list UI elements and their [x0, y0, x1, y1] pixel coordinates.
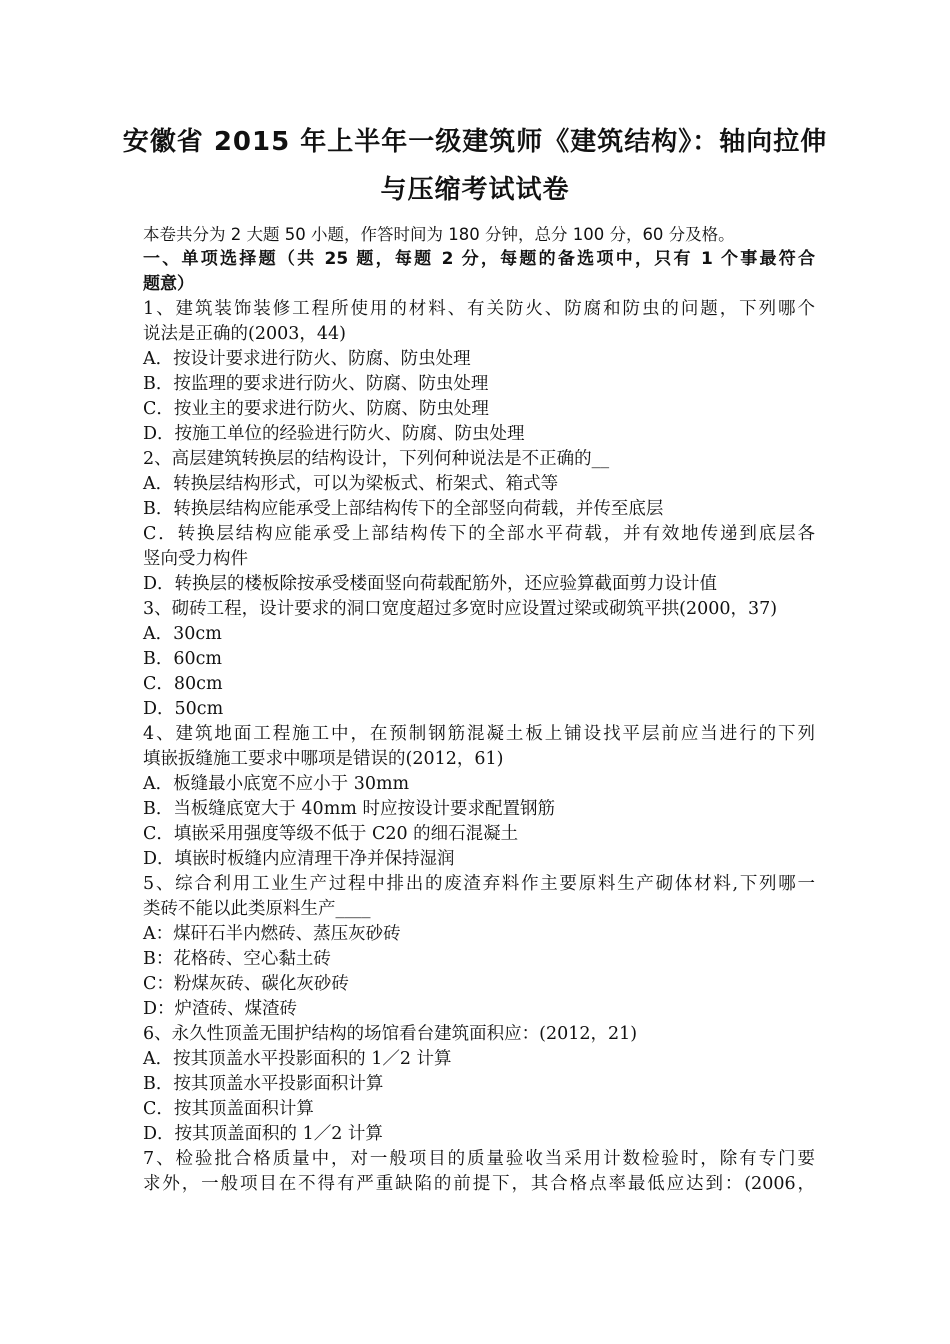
question-7	[143, 1147, 815, 1197]
question-stem: 6、永久性顶盖无围护结构的场馆看台建筑面积应：(2012，21)	[143, 1024, 638, 1044]
answer-option-b: B．60cm	[143, 649, 223, 669]
question-stem: 7、检验批合格质量中，对一般项目的质量验收当采用计数检验时，除有专门要	[143, 1149, 815, 1169]
question-stem: 说法是正确的(2003，44)	[143, 324, 346, 344]
document-title-line-1: 安徽省 2015 年上半年一级建筑师《建筑结构》：轴向拉伸	[122, 127, 828, 157]
section-heading-line-1: 一、单项选择题（共 25 题，每题 2 分，每题的备选项中，只有 1 个事最符合	[143, 249, 815, 269]
question-stem: 填嵌扳缝施工要求中哪项是错误的(2012，61)	[143, 749, 504, 769]
question-2	[143, 447, 815, 597]
answer-option-c: C．80cm	[143, 674, 223, 694]
answer-option-b: B．按监理的要求进行防火、防腐、防虫处理	[143, 374, 489, 394]
document-title-line-2: 与压缩考试试卷	[380, 175, 570, 205]
answer-option-a: A．按设计要求进行防火、防腐、防虫处理	[143, 349, 471, 369]
question-stem: 求外，一般项目在不得有严重缺陷的前提下，其合格点率最低应达到：(2006，	[143, 1174, 815, 1194]
question-stem: 1、建筑装饰装修工程所使用的材料、有关防火、防腐和防虫的问题，下列哪个	[143, 299, 815, 319]
answer-option-c: C．按其顶盖面积计算	[143, 1099, 314, 1119]
question-3	[143, 597, 815, 722]
answer-option-d: D：炉渣砖、煤渣砖	[143, 999, 298, 1019]
answer-option-a: A．板缝最小底宽不应小于 30mm	[143, 774, 410, 794]
document-body	[143, 222, 815, 1197]
question-1	[143, 297, 815, 447]
question-stem: 4、建筑地面工程施工中，在预制钢筋混凝土板上铺设找平层前应当进行的下列	[143, 724, 815, 744]
answer-option-c: C．转换层结构应能承受上部结构传下的全部水平荷载，并有效地传递到底层各	[143, 524, 815, 544]
exam-intro: 本卷共分为 2 大题 50 小题，作答时间为 180 分钟，总分 100 分，60 分及格。	[143, 225, 735, 244]
question-stem: 5、综合利用工业生产过程中排出的废渣弃料作主要原料生产砌体材料,下列哪一	[143, 874, 815, 894]
answer-option-d: D．50cm	[143, 699, 224, 719]
answer-option-b: B．转换层结构应能承受上部结构传下的全部竖向荷载，并传至底层	[143, 499, 664, 519]
question-stem: 3、砌砖工程，设计要求的洞口宽度超过多宽时应设置过梁或砌筑平拱(2000，37)	[143, 599, 778, 619]
answer-option-a: A：煤矸石半内燃砖、蒸压灰砂砖	[143, 924, 401, 944]
answer-option-c: C．填嵌采用强度等级不低于 C20 的细石混凝土	[143, 824, 519, 844]
question-4	[143, 722, 815, 872]
answer-option-a: A．转换层结构形式，可以为梁板式、桁架式、箱式等	[143, 474, 559, 494]
answer-option-d: D．转换层的楼板除按承受楼面竖向荷载配筋外，还应验算截面剪力设计值	[143, 574, 718, 594]
section-heading-line-2: 题意）	[143, 274, 194, 294]
answer-option-c: C．按业主的要求进行防火、防腐、防虫处理	[143, 399, 489, 419]
answer-option-c-continued: 竖向受力构件	[143, 549, 248, 569]
question-5	[143, 872, 815, 1022]
answer-option-b: B．当板缝底宽大于 40mm 时应按设计要求配置钢筋	[143, 799, 555, 819]
answer-option-b: B：花格砖、空心黏土砖	[143, 949, 331, 969]
answer-option-a: A．30cm	[143, 624, 222, 644]
question-6	[143, 1022, 815, 1147]
answer-option-b: B．按其顶盖水平投影面积计算	[143, 1074, 384, 1094]
answer-option-d: D．按施工单位的经验进行防火、防腐、防虫处理	[143, 424, 525, 444]
question-stem: 类砖不能以此类原料生产____	[143, 899, 371, 919]
answer-option-a: A．按其顶盖水平投影面积的 1／2 计算	[143, 1049, 452, 1069]
answer-option-d: D．填嵌时板缝内应清理干净并保持湿润	[143, 849, 455, 869]
answer-option-c: C：粉煤灰砖、碳化灰砂砖	[143, 974, 349, 994]
question-stem: 2、高层建筑转换层的结构设计，下列何种说法是不正确的__	[143, 449, 610, 469]
answer-option-d: D．按其顶盖面积的 1／2 计算	[143, 1124, 383, 1144]
